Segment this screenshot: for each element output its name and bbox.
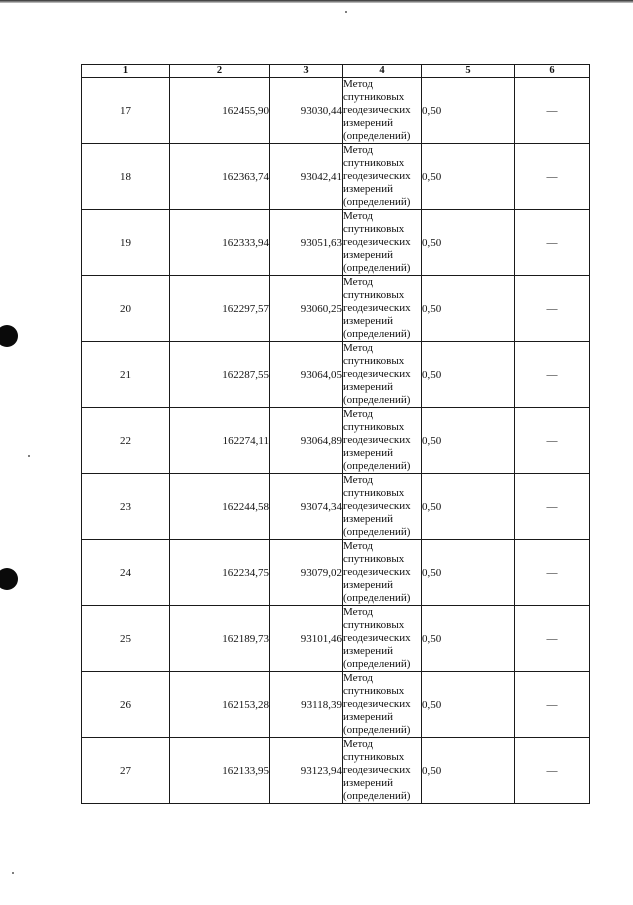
table-row	[82, 738, 590, 804]
method-text-line: Метод	[343, 540, 373, 552]
accuracy-cell: 0,50	[422, 540, 515, 606]
method-text-line: геодезических	[343, 434, 411, 446]
x-coordinate-cell: 162244,58	[170, 474, 270, 540]
method-text-line: спутниковых	[343, 619, 405, 631]
method-cell	[343, 276, 422, 342]
point-number-cell: 21	[82, 342, 170, 408]
method-text-line: (определений)	[343, 658, 411, 670]
method-text-line: (определений)	[343, 460, 411, 472]
column-header: 6	[515, 65, 590, 78]
method-text-line: измерений	[343, 711, 393, 723]
method-text-line: Метод	[343, 474, 373, 486]
point-number-cell: 24	[82, 540, 170, 606]
column-header: 4	[343, 65, 422, 78]
method-cell	[343, 672, 422, 738]
method-text-line: (определений)	[343, 262, 411, 274]
method-text-line: спутниковых	[343, 685, 405, 697]
method-text-line: геодезических	[343, 764, 411, 776]
punch-hole	[0, 568, 18, 590]
point-number-cell: 27	[82, 738, 170, 804]
table-row	[82, 540, 590, 606]
note-cell: —	[515, 606, 590, 672]
accuracy-cell: 0,50	[422, 738, 515, 804]
method-cell	[343, 474, 422, 540]
method-text-line: (определений)	[343, 130, 411, 142]
y-coordinate-cell: 93042,41	[270, 144, 343, 210]
accuracy-cell: 0,50	[422, 342, 515, 408]
accuracy-cell: 0,50	[422, 210, 515, 276]
method-text-line: измерений	[343, 381, 393, 393]
scan-top-edge	[0, 0, 633, 3]
method-text-line: Метод	[343, 672, 373, 684]
method-text-line: спутниковых	[343, 91, 405, 103]
y-coordinate-cell: 93074,34	[270, 474, 343, 540]
method-text-line: спутниковых	[343, 553, 405, 565]
punch-hole	[0, 325, 18, 347]
x-coordinate-cell: 162333,94	[170, 210, 270, 276]
table-header-row	[82, 65, 590, 78]
accuracy-cell: 0,50	[422, 672, 515, 738]
method-text-line: геодезических	[343, 632, 411, 644]
point-number-cell: 25	[82, 606, 170, 672]
note-cell: —	[515, 210, 590, 276]
table-row	[82, 408, 590, 474]
scan-speck	[12, 872, 14, 874]
method-cell	[343, 210, 422, 276]
method-text-line: (определений)	[343, 196, 411, 208]
scan-speck	[345, 11, 347, 13]
method-text-line: геодезических	[343, 368, 411, 380]
point-number-cell: 23	[82, 474, 170, 540]
method-cell	[343, 408, 422, 474]
method-text-line: Метод	[343, 78, 373, 90]
y-coordinate-cell: 93118,39	[270, 672, 343, 738]
accuracy-cell: 0,50	[422, 474, 515, 540]
note-cell: —	[515, 78, 590, 144]
method-text-line: измерений	[343, 117, 393, 129]
table-row	[82, 342, 590, 408]
x-coordinate-cell: 162363,74	[170, 144, 270, 210]
method-text-line: измерений	[343, 777, 393, 789]
method-text-line: геодезических	[343, 170, 411, 182]
column-header: 5	[422, 65, 515, 78]
table-row	[82, 78, 590, 144]
y-coordinate-cell: 93064,05	[270, 342, 343, 408]
method-text-line: Метод	[343, 144, 373, 156]
method-text-line: геодезических	[343, 302, 411, 314]
method-text-line: спутниковых	[343, 223, 405, 235]
point-number-cell: 22	[82, 408, 170, 474]
table-row	[82, 474, 590, 540]
accuracy-cell: 0,50	[422, 408, 515, 474]
method-text-line: Метод	[343, 738, 373, 750]
note-cell: —	[515, 540, 590, 606]
x-coordinate-cell: 162297,57	[170, 276, 270, 342]
method-cell	[343, 540, 422, 606]
x-coordinate-cell: 162234,75	[170, 540, 270, 606]
y-coordinate-cell: 93101,46	[270, 606, 343, 672]
method-text-line: измерений	[343, 513, 393, 525]
note-cell: —	[515, 342, 590, 408]
x-coordinate-cell: 162274,11	[170, 408, 270, 474]
column-header: 3	[270, 65, 343, 78]
method-text-line: геодезических	[343, 236, 411, 248]
table-row	[82, 276, 590, 342]
method-text-line: Метод	[343, 210, 373, 222]
column-header: 1	[82, 65, 170, 78]
method-text-line: измерений	[343, 315, 393, 327]
method-cell	[343, 78, 422, 144]
table-row	[82, 144, 590, 210]
method-text-line: измерений	[343, 183, 393, 195]
method-text-line: (определений)	[343, 592, 411, 604]
x-coordinate-cell: 162189,73	[170, 606, 270, 672]
note-cell: —	[515, 408, 590, 474]
method-text-line: измерений	[343, 447, 393, 459]
y-coordinate-cell: 93030,44	[270, 78, 343, 144]
method-text-line: спутниковых	[343, 157, 405, 169]
point-number-cell: 19	[82, 210, 170, 276]
method-text-line: Метод	[343, 408, 373, 420]
table-row	[82, 606, 590, 672]
accuracy-cell: 0,50	[422, 144, 515, 210]
method-cell	[343, 144, 422, 210]
method-text-line: спутниковых	[343, 751, 405, 763]
y-coordinate-cell: 93064,89	[270, 408, 343, 474]
point-number-cell: 20	[82, 276, 170, 342]
method-text-line: спутниковых	[343, 289, 405, 301]
x-coordinate-cell: 162153,28	[170, 672, 270, 738]
note-cell: —	[515, 738, 590, 804]
y-coordinate-cell: 93060,25	[270, 276, 343, 342]
method-text-line: измерений	[343, 579, 393, 591]
note-cell: —	[515, 474, 590, 540]
method-text-line: (определений)	[343, 724, 411, 736]
note-cell: —	[515, 672, 590, 738]
method-cell	[343, 738, 422, 804]
method-text-line: геодезических	[343, 698, 411, 710]
method-cell	[343, 606, 422, 672]
table-body	[82, 78, 590, 804]
method-text-line: геодезических	[343, 104, 411, 116]
y-coordinate-cell: 93051,63	[270, 210, 343, 276]
x-coordinate-cell: 162455,90	[170, 78, 270, 144]
method-text-line: спутниковых	[343, 355, 405, 367]
method-text-line: (определений)	[343, 790, 411, 802]
method-cell	[343, 342, 422, 408]
x-coordinate-cell: 162287,55	[170, 342, 270, 408]
accuracy-cell: 0,50	[422, 606, 515, 672]
method-text-line: геодезических	[343, 566, 411, 578]
point-number-cell: 26	[82, 672, 170, 738]
method-text-line: измерений	[343, 645, 393, 657]
column-header: 2	[170, 65, 270, 78]
coordinates-table	[81, 64, 590, 804]
method-text-line: Метод	[343, 342, 373, 354]
method-text-line: (определений)	[343, 394, 411, 406]
method-text-line: спутниковых	[343, 421, 405, 433]
method-text-line: спутниковых	[343, 487, 405, 499]
table-row	[82, 210, 590, 276]
accuracy-cell: 0,50	[422, 78, 515, 144]
method-text-line: измерений	[343, 249, 393, 261]
x-coordinate-cell: 162133,95	[170, 738, 270, 804]
point-number-cell: 18	[82, 144, 170, 210]
method-text-line: (определений)	[343, 328, 411, 340]
scan-speck	[28, 455, 30, 457]
y-coordinate-cell: 93079,02	[270, 540, 343, 606]
method-text-line: геодезических	[343, 500, 411, 512]
note-cell: —	[515, 276, 590, 342]
point-number-cell: 17	[82, 78, 170, 144]
accuracy-cell: 0,50	[422, 276, 515, 342]
method-text-line: (определений)	[343, 526, 411, 538]
table-row	[82, 672, 590, 738]
y-coordinate-cell: 93123,94	[270, 738, 343, 804]
method-text-line: Метод	[343, 276, 373, 288]
method-text-line: Метод	[343, 606, 373, 618]
note-cell: —	[515, 144, 590, 210]
